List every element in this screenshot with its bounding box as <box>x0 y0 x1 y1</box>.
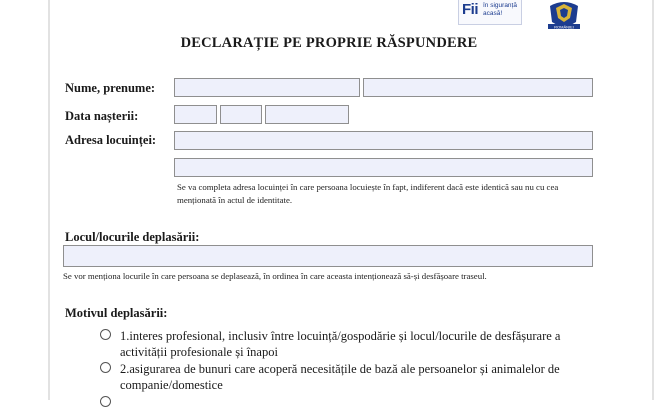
campaign-logo-subtext: în siguranță acasă! <box>483 2 517 17</box>
reason-option-1-radio[interactable] <box>100 329 111 340</box>
campaign-logo <box>458 0 522 25</box>
birth-month-field[interactable] <box>220 105 262 124</box>
name-field[interactable] <box>174 78 360 97</box>
name-label: Nume, prenume: <box>65 81 156 95</box>
travel-location-hint: Se vor menționa locurile în care persoana se deplasează, în ordinea în care aceasta intenționează să-și desfășoare traseul. <box>63 271 487 281</box>
birth-day-field[interactable] <box>174 105 217 124</box>
reason-option-2-text: 2.asigurarea de bunuri care acoperă necesitățile de bază ale persoanelor și animalelor de companie/domestice <box>120 362 560 392</box>
crest-label: ROMÂNIEI <box>554 24 574 30</box>
address-label: Adresa locuinței: <box>65 133 157 147</box>
coat-of-arms-icon <box>540 0 588 30</box>
reason-option-2-radio[interactable] <box>100 362 111 373</box>
campaign-logo-text: Fii <box>462 1 478 18</box>
surname-field[interactable] <box>363 78 593 97</box>
reason-option-1-text: 1.interes profesional, inclusiv între locuință/gospodărie și locul/locurile de desfășurare a activității profesionale și înapoi <box>120 329 561 359</box>
address-field-line2[interactable] <box>174 158 593 177</box>
page-edge-left <box>48 0 50 400</box>
address-hint: Se va completa adresa locuinței în care persoana locuiește în fapt, indiferent dacă este identică sau nu cu cea menționată în actul de identitate. <box>177 182 559 205</box>
travel-location-field[interactable] <box>63 245 593 267</box>
reason-label: Motivul deplasării: <box>65 306 168 320</box>
birth-date-label: Data nașterii: <box>65 109 139 123</box>
travel-location-label: Locul/locurile deplasării: <box>65 230 200 244</box>
page-title: DECLARAȚIE PE PROPRIE RĂSPUNDERE <box>180 35 478 51</box>
birth-year-field[interactable] <box>265 105 349 124</box>
reason-option-3-radio[interactable] <box>100 396 111 407</box>
page-edge-right <box>652 0 654 400</box>
address-field-line1[interactable] <box>174 131 593 150</box>
